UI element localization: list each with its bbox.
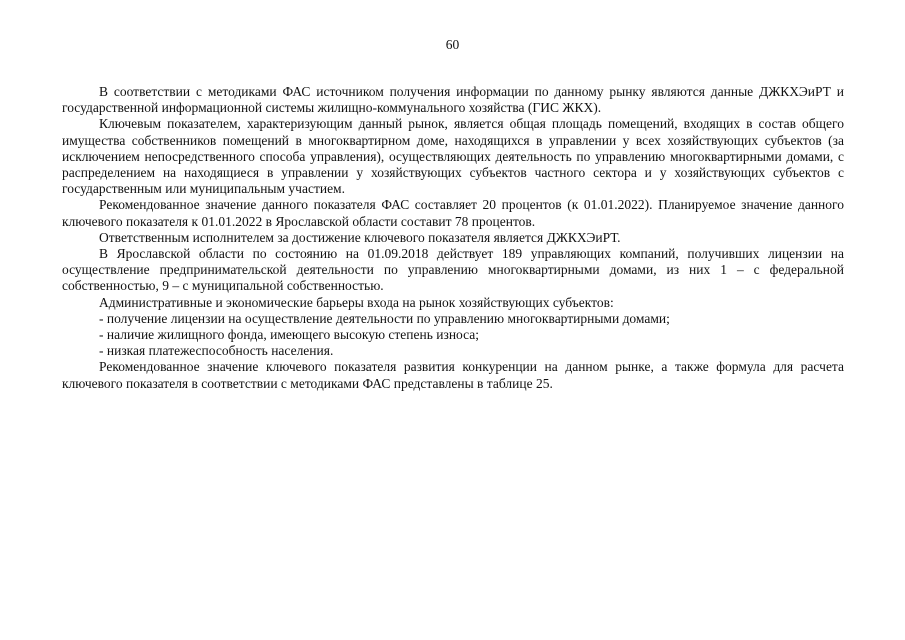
paragraph-recommended-value: Рекомендованное значение данного показателя ФАС составляет 20 процентов (к 01.01.2022). Планируемое значение данного ключевого показателя к 01.01.2022 в Ярославской области составит 78 процентов. [62, 197, 844, 229]
page-number: 60 [445, 37, 460, 52]
body-text [62, 84, 844, 392]
list-item-housing-wear: - наличие жилищного фонда, имеющего высокую степень износа; [99, 327, 480, 343]
paragraph-key-indicator: Ключевым показателем, характеризующим данный рынок, является общая площадь помещений, входящих в состав общего имущества собственников помещений в многоквартирном доме, находящихся в управлении у всех хозяйствующих субъектов (за исключением непосредственного способа управления), осуществляющих деятельность по управлению многоквартирными домами, с распределением на находящиеся в управлении у хозяйствующих субъектов частного сектора и у хозяйствующих субъектов с государственным или муниципальным участием. [62, 116, 844, 197]
paragraph-management-companies: В Ярославской области по состоянию на 01.09.2018 действует 189 управляющих компаний, получивших лицензии на осуществление предпринимательской деятельности по управлению многоквартирными домами, из них 1 – с федеральной собственностью, 9 – с муниципальной собственностью. [62, 246, 844, 294]
paragraph-barriers-intro: Административные и экономические барьеры входа на рынок хозяйствующих субъектов: [99, 294, 614, 310]
paragraph-data-sources: В соответствии с методиками ФАС источником получения информации по данному рынку являются данные ДЖКХЭиРТ и государственной информационной системы жилищно-коммунального хозяйства (ГИС ЖКХ). [62, 84, 844, 116]
paragraph-responsible: Ответственным исполнителем за достижение ключевого показателя является ДЖКХЭиРТ. [99, 229, 621, 245]
list-item-license: - получение лицензии на осуществление деятельности по управлению многоквартирными домами; [99, 310, 670, 326]
list-item-low-solvency: - низкая платежеспособность населения. [99, 343, 334, 359]
paragraph-table-reference: Рекомендованное значение ключевого показателя развития конкуренции на данном рынке, а также формула для расчета ключевого показателя в соответствии с методиками ФАС представлены в таблице 25. [62, 359, 844, 391]
